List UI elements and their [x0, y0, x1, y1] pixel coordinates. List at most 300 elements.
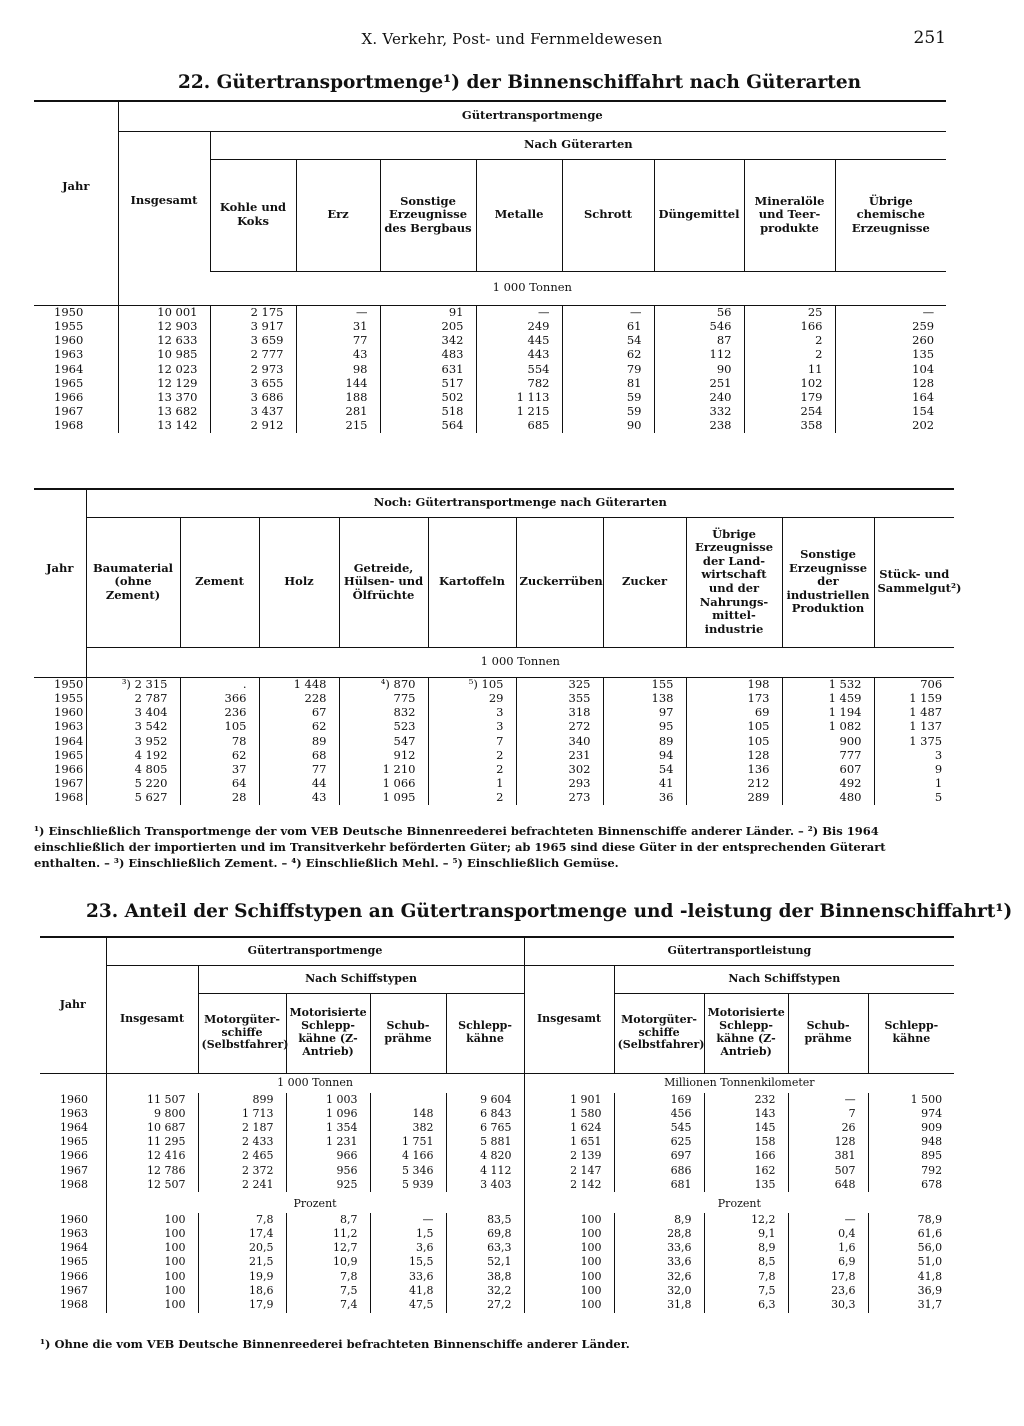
t22b-cell: 3 [428, 720, 516, 734]
t23-row [40, 1227, 954, 1241]
t23-cell: 4 166 [370, 1150, 446, 1164]
t22-col-schrott: Schrott [562, 159, 654, 271]
t22-col-insgesamt: Insgesamt [118, 131, 210, 271]
t23-row [40, 1270, 954, 1284]
t22-cell: 3 659 [210, 334, 296, 348]
t22-cell: 2 973 [210, 362, 296, 376]
t23-cell: 32,2 [446, 1284, 524, 1298]
running-title: X. Verkehr, Post- und Fernmeldewesen [361, 30, 663, 48]
t22b-col-industrie: Sonstige Erzeugnisse der industriellen Produktion [782, 517, 874, 647]
t23-cell: 956 [286, 1164, 370, 1178]
t22-cell: 144 [296, 376, 380, 390]
t23-col-insgesamt-left: Insgesamt [106, 965, 198, 1073]
t22-cell: 564 [380, 419, 476, 433]
t22-year-cell: 1950 [54, 304, 84, 319]
t23-cell: 2 147 [524, 1164, 614, 1178]
t23-year-cell: 1964 [60, 1120, 88, 1134]
t23-year-cell: 1967 [60, 1163, 88, 1177]
t22-cell: 90 [654, 362, 744, 376]
t22b-cell: 1 082 [782, 720, 874, 734]
t22-cell: 2 [744, 334, 835, 348]
t22-cell: 240 [654, 391, 744, 405]
t23-cell: 456 [614, 1107, 704, 1121]
t22-cell: 91 [380, 305, 476, 320]
t22-cell: 358 [744, 419, 835, 433]
t22-cell: 13 682 [118, 405, 210, 419]
t23-cell: 545 [614, 1121, 704, 1135]
t22b-cell: 3 404 [86, 706, 180, 720]
t23-year-cell: 1960 [60, 1212, 88, 1226]
t22b-cell: 155 [603, 677, 686, 692]
t23-cell: 12,7 [286, 1242, 370, 1256]
t22-cell: 259 [835, 320, 946, 334]
t22-cell: 10 001 [118, 305, 210, 320]
t23-cell: 158 [704, 1136, 788, 1150]
t23-cell: 1 003 [286, 1093, 370, 1107]
t22-cell: 238 [654, 419, 744, 433]
t22b-cell: 1 [874, 777, 954, 791]
t23-cell: 2 187 [198, 1121, 286, 1135]
t22b-cell: 36 [603, 791, 686, 805]
t22b-cell: 272 [516, 720, 603, 734]
t22b-year-cell: 1960 [54, 705, 84, 720]
t22-col-duengemittel: Düngemittel [654, 159, 744, 271]
t23-cell: 20,5 [198, 1242, 286, 1256]
t23-cell: 17,9 [198, 1298, 286, 1312]
t23-cell: 7 [788, 1107, 868, 1121]
t22b-cell: 54 [603, 763, 686, 777]
t22b-cell: 128 [686, 748, 782, 762]
t23-cell: 100 [106, 1213, 198, 1227]
t23-row [40, 1242, 954, 1256]
t23-cell: 11 507 [106, 1093, 198, 1107]
t22-year-cell: 1964 [54, 361, 84, 376]
t22b-year-cell: 1965 [54, 747, 84, 762]
t22b-cell: 2 [428, 791, 516, 805]
t22b-cell: 1 [428, 777, 516, 791]
t23-cell: 686 [614, 1164, 704, 1178]
t23-cell: 11 295 [106, 1136, 198, 1150]
t22b-col-baumaterial: Baumaterial (ohne Zement) [86, 517, 180, 647]
t23-cell: 145 [704, 1121, 788, 1135]
t23-year-cell: 1968 [60, 1298, 88, 1312]
t22-year-cell: 1955 [54, 319, 84, 333]
t22-year-cell: 1968 [54, 418, 84, 433]
t23-cell: 47,5 [370, 1298, 446, 1312]
t23-cell: 9 604 [446, 1093, 524, 1107]
t22b-row [34, 791, 954, 805]
table-22-continued [34, 488, 962, 805]
t22b-cell: 289 [686, 791, 782, 805]
t23-cell: 32,6 [614, 1270, 704, 1284]
t23-row [40, 1136, 954, 1150]
t22b-cell: 1 210 [339, 763, 428, 777]
t22-col-chemische: Übrige chemische Erzeugnisse [835, 159, 946, 271]
table-22-title: 22. Gütertransportmenge¹) der Binnenschiffahrt nach Güterarten [178, 72, 862, 93]
t22b-col-kartoffeln: Kartoffeln [428, 517, 516, 647]
t22-cell: — [835, 305, 946, 320]
t22b-cell: ⁴) 870 [339, 677, 428, 692]
t23-cell: 648 [788, 1178, 868, 1192]
t23-cell: 128 [788, 1136, 868, 1150]
t23-cell: 100 [106, 1284, 198, 1298]
t23-cell: 12 507 [106, 1178, 198, 1192]
t23-cell: 33,6 [370, 1270, 446, 1284]
t23-cell: 69,8 [446, 1227, 524, 1241]
t22b-unit: 1 000 Tonnen [86, 647, 954, 677]
t22-cell: 166 [744, 320, 835, 334]
t22-group-top: Gütertransportmenge [118, 101, 946, 131]
t22-group-sub: Nach Güterarten [210, 131, 946, 159]
t23-year-cell: 1960 [60, 1092, 88, 1106]
t22b-cell: 41 [603, 777, 686, 791]
t22b-cell: 4 192 [86, 748, 180, 762]
t23-cell: 100 [106, 1256, 198, 1270]
t22b-cell: 777 [782, 748, 874, 762]
t22-cell: 43 [296, 348, 380, 362]
t22-cell: 249 [476, 320, 562, 334]
t22b-cell: 1 459 [782, 692, 874, 706]
t22-cell: 3 917 [210, 320, 296, 334]
t23-cell: 1 231 [286, 1136, 370, 1150]
t22b-cell: ⁵) 105 [428, 677, 516, 692]
t23-cell: 100 [524, 1298, 614, 1312]
t22b-cell: 340 [516, 734, 603, 748]
t22b-cell: 77 [259, 763, 339, 777]
t22-cell: 12 129 [118, 376, 210, 390]
t23-cell: 681 [614, 1178, 704, 1192]
t22b-col-zuckerrueben: Zuckerrüben [516, 517, 603, 647]
t23-col-insgesamt-right: Insgesamt [524, 965, 614, 1073]
t23-cell: 6,9 [788, 1256, 868, 1270]
t22b-cell: 198 [686, 677, 782, 692]
t23-cell: 6 765 [446, 1121, 524, 1135]
t23-cell: 100 [524, 1270, 614, 1284]
t22-cell: 631 [380, 362, 476, 376]
t22b-cell: 95 [603, 720, 686, 734]
t23-cell: 2 241 [198, 1178, 286, 1192]
t22-cell: 202 [835, 419, 946, 433]
t23-cell: 1 096 [286, 1107, 370, 1121]
t22b-cell: 78 [180, 734, 259, 748]
t23-cell: 27,2 [446, 1298, 524, 1312]
t23-cell: 100 [106, 1227, 198, 1241]
t23-cell: 100 [524, 1284, 614, 1298]
t22-cell: 546 [654, 320, 744, 334]
t22b-cell: 5 [874, 791, 954, 805]
t23-group-right: Gütertransportleistung [524, 937, 954, 965]
t23-cell: — [788, 1093, 868, 1107]
t23-cell: 12 786 [106, 1164, 198, 1178]
t23-row [40, 1093, 954, 1107]
t23-cell: 8,9 [614, 1213, 704, 1227]
t23-cell: 792 [868, 1164, 954, 1178]
t23-cell: 169 [614, 1093, 704, 1107]
t22-cell: 517 [380, 376, 476, 390]
t23-cell: 26 [788, 1121, 868, 1135]
t22b-cell: 1 448 [259, 677, 339, 692]
t23-cell: 2 433 [198, 1136, 286, 1150]
t22-cell: 2 [744, 348, 835, 362]
t23-row [40, 1213, 954, 1227]
t22b-cell: 89 [603, 734, 686, 748]
t22b-cell: 293 [516, 777, 603, 791]
t23-cell: 381 [788, 1150, 868, 1164]
t22-cell: 56 [654, 305, 744, 320]
t22b-cell: ³) 2 315 [86, 677, 180, 692]
t23-year-cell: 1966 [60, 1269, 88, 1283]
t23-col-schubpraehme-right: Schubprähme [788, 993, 868, 1073]
t23-cell: 19,9 [198, 1270, 286, 1284]
t23-row [40, 1107, 954, 1121]
t22-cell: 13 142 [118, 419, 210, 433]
t23-col-motorgueter-right: Motorgüterschiffe (Selbstfahrer) [614, 993, 704, 1073]
t23-cell: 1 624 [524, 1121, 614, 1135]
t22-row [34, 334, 946, 348]
t22b-cell: 706 [874, 677, 954, 692]
t22b-col-zement: Zement [180, 517, 259, 647]
t23-cell: 8,9 [704, 1242, 788, 1256]
t22b-cell: 2 [428, 748, 516, 762]
t23-year-cell: 1965 [60, 1135, 88, 1149]
t22-cell: 81 [562, 376, 654, 390]
t22b-year-cell: 1963 [54, 719, 84, 734]
t23-cell: 100 [524, 1227, 614, 1241]
t23-cell: 2 142 [524, 1178, 614, 1192]
t22-row [34, 391, 946, 405]
table-22 [34, 100, 946, 433]
t22b-cell: 3 [428, 706, 516, 720]
t23-cell: 6,3 [704, 1298, 788, 1312]
t22-cell: 445 [476, 334, 562, 348]
t23-cell: 948 [868, 1136, 954, 1150]
t22b-cell: 94 [603, 748, 686, 762]
t23-cell: 925 [286, 1178, 370, 1192]
t22-cell: 11 [744, 362, 835, 376]
t23-cell: 899 [198, 1093, 286, 1107]
t22-year-cell: 1967 [54, 404, 84, 419]
t22b-cell: 67 [259, 706, 339, 720]
t22b-cell: 2 787 [86, 692, 180, 706]
t22-cell: 59 [562, 405, 654, 419]
t23-pct-label-right: Prozent [524, 1192, 954, 1213]
t22b-year-cell: 1967 [54, 776, 84, 791]
t22-col-year: Jahr [34, 101, 118, 271]
t23-cell: 1 354 [286, 1121, 370, 1135]
t23-row [40, 1256, 954, 1270]
t23-cell: 31,8 [614, 1298, 704, 1312]
t23-row [40, 1121, 954, 1135]
t23-cell: 15,5 [370, 1256, 446, 1270]
t23-cell [370, 1093, 446, 1107]
t22-cell: 12 903 [118, 320, 210, 334]
t22-row [34, 305, 946, 320]
t23-cell: 6 843 [446, 1107, 524, 1121]
t22b-cell: 832 [339, 706, 428, 720]
t22b-row [34, 720, 954, 734]
t23-cell: 12,2 [704, 1213, 788, 1227]
t22-cell: 104 [835, 362, 946, 376]
t23-cell: 1,6 [788, 1242, 868, 1256]
t22b-col-getreide: Getreide, Hülsen- und Ölfrüchte [339, 517, 428, 647]
t22b-cell: 1 375 [874, 734, 954, 748]
t22-row [34, 320, 946, 334]
t22b-year-cell: 1966 [54, 761, 84, 776]
t22-cell: 782 [476, 376, 562, 390]
t23-col-schleppkaehne-mot-left: Motorisierte Schleppkähne (Z-Antrieb) [286, 993, 370, 1073]
t23-cell: 1 713 [198, 1107, 286, 1121]
t22-cell: 87 [654, 334, 744, 348]
t23-cell: 966 [286, 1150, 370, 1164]
t22b-cell: 547 [339, 734, 428, 748]
t23-cell: 23,6 [788, 1284, 868, 1298]
t22b-cell: 105 [180, 720, 259, 734]
t23-year-cell: 1963 [60, 1227, 88, 1241]
t22b-cell: 273 [516, 791, 603, 805]
t22b-cell: 1 532 [782, 677, 874, 692]
t22-cell: 112 [654, 348, 744, 362]
t22b-group-top: Noch: Gütertransportmenge nach Güterarten [86, 489, 954, 517]
t23-year-cell: 1968 [60, 1177, 88, 1191]
t22-col-kohle: Kohle und Koks [210, 159, 296, 271]
t22-cell: 685 [476, 419, 562, 433]
t22-cell: 135 [835, 348, 946, 362]
t23-cell: 0,4 [788, 1227, 868, 1241]
t23-cell: 100 [106, 1270, 198, 1284]
t22-row [34, 419, 946, 433]
t22-col-bergbau: Sonstige Erzeugnisse des Bergbaus [380, 159, 476, 271]
table-23 [40, 936, 954, 1313]
t23-cell: 5 346 [370, 1164, 446, 1178]
t22-cell: 554 [476, 362, 562, 376]
t22b-col-zucker: Zucker [603, 517, 686, 647]
t23-cell: 232 [704, 1093, 788, 1107]
t22-year-cell: 1965 [54, 375, 84, 390]
t23-cell: 2 139 [524, 1150, 614, 1164]
t23-cell: 61,6 [868, 1227, 954, 1241]
t23-cell: 166 [704, 1150, 788, 1164]
t22b-cell: 1 137 [874, 720, 954, 734]
t23-cell: 7,8 [704, 1270, 788, 1284]
t22-cell: 518 [380, 405, 476, 419]
t22b-cell: 302 [516, 763, 603, 777]
t22-year-cell: 1966 [54, 389, 84, 404]
t23-cell: 100 [106, 1298, 198, 1312]
t22b-col-year: Jahr [34, 489, 86, 647]
t22-cell: 12 633 [118, 334, 210, 348]
t22b-cell: 105 [686, 720, 782, 734]
t23-cell: 895 [868, 1150, 954, 1164]
t22-cell: 254 [744, 405, 835, 419]
t22b-cell: 3 [874, 748, 954, 762]
t22-cell: 77 [296, 334, 380, 348]
t23-cell: 1 580 [524, 1107, 614, 1121]
t23-cell: 7,8 [286, 1270, 370, 1284]
t22-col-mineraloele: Mineralöle und Teerprodukte [744, 159, 835, 271]
t22b-cell: 105 [686, 734, 782, 748]
t22b-cell: 62 [259, 720, 339, 734]
t23-cell: 8,5 [704, 1256, 788, 1270]
t23-year-cell: 1966 [60, 1149, 88, 1163]
t23-cell: 30,3 [788, 1298, 868, 1312]
t22-cell: 31 [296, 320, 380, 334]
t23-cell: 3 403 [446, 1178, 524, 1192]
t22b-row [34, 777, 954, 791]
t23-cell: 625 [614, 1136, 704, 1150]
t23-cell: 41,8 [868, 1270, 954, 1284]
t22b-cell: 492 [782, 777, 874, 791]
t23-cell: 2 465 [198, 1150, 286, 1164]
t22b-cell: 1 095 [339, 791, 428, 805]
t22-cell: 59 [562, 391, 654, 405]
t23-cell: 33,6 [614, 1242, 704, 1256]
t22-row [34, 376, 946, 390]
t22b-cell: 231 [516, 748, 603, 762]
t22-cell: 3 437 [210, 405, 296, 419]
t22b-cell: 28 [180, 791, 259, 805]
table-23-footnote: ¹) Ohne die vom VEB Deutsche Binnenreederei befrachteten Binnenschiffe anderer Länder. [40, 1337, 630, 1351]
t23-cell: 697 [614, 1150, 704, 1164]
t22b-cell: 1 159 [874, 692, 954, 706]
t23-cell: 100 [524, 1256, 614, 1270]
t22b-cell: 3 952 [86, 734, 180, 748]
t22-cell: 1 215 [476, 405, 562, 419]
t22b-cell: 89 [259, 734, 339, 748]
t23-row [40, 1298, 954, 1312]
t23-cell: 1,5 [370, 1227, 446, 1241]
t22-cell: 251 [654, 376, 744, 390]
t22b-year-cell: 1955 [54, 691, 84, 705]
t23-year-cell: 1964 [60, 1241, 88, 1255]
t23-sub-left: Nach Schiffstypen [198, 965, 524, 993]
t23-year-cell: 1965 [60, 1255, 88, 1269]
t22-cell: 205 [380, 320, 476, 334]
t22-cell: 12 023 [118, 362, 210, 376]
t22b-cell: . [180, 677, 259, 692]
t23-cell: 21,5 [198, 1256, 286, 1270]
t23-cell: 28,8 [614, 1227, 704, 1241]
t22-cell: 90 [562, 419, 654, 433]
t22b-cell: 138 [603, 692, 686, 706]
t22-cell: 3 686 [210, 391, 296, 405]
t23-cell: 2 372 [198, 1164, 286, 1178]
t22-cell: 98 [296, 362, 380, 376]
t22b-year-cell: 1964 [54, 733, 84, 748]
t22b-row [34, 692, 954, 706]
t22b-cell: 607 [782, 763, 874, 777]
t23-col-motorgueter-left: Motorgüterschiffe (Selbstfahrer) [198, 993, 286, 1073]
t22-row [34, 405, 946, 419]
t23-row [40, 1164, 954, 1178]
t22b-cell: 68 [259, 748, 339, 762]
t22-cell: 342 [380, 334, 476, 348]
t22b-col-stueckgut: Stück- und Sammelgut²) [874, 517, 954, 647]
t22b-cell: 4 805 [86, 763, 180, 777]
t22b-cell: 136 [686, 763, 782, 777]
t22-cell: 54 [562, 334, 654, 348]
t23-pct-label-left: Prozent [106, 1192, 524, 1213]
t23-row [40, 1284, 954, 1298]
t23-year-cell: 1963 [60, 1106, 88, 1120]
t22b-cell: 5 627 [86, 791, 180, 805]
t22b-row [34, 748, 954, 762]
t22-year-cell: 1963 [54, 347, 84, 362]
t22-cell: 188 [296, 391, 380, 405]
t22b-cell: 29 [428, 692, 516, 706]
t23-cell: 18,6 [198, 1284, 286, 1298]
t22b-cell: 7 [428, 734, 516, 748]
t23-cell: 382 [370, 1121, 446, 1135]
